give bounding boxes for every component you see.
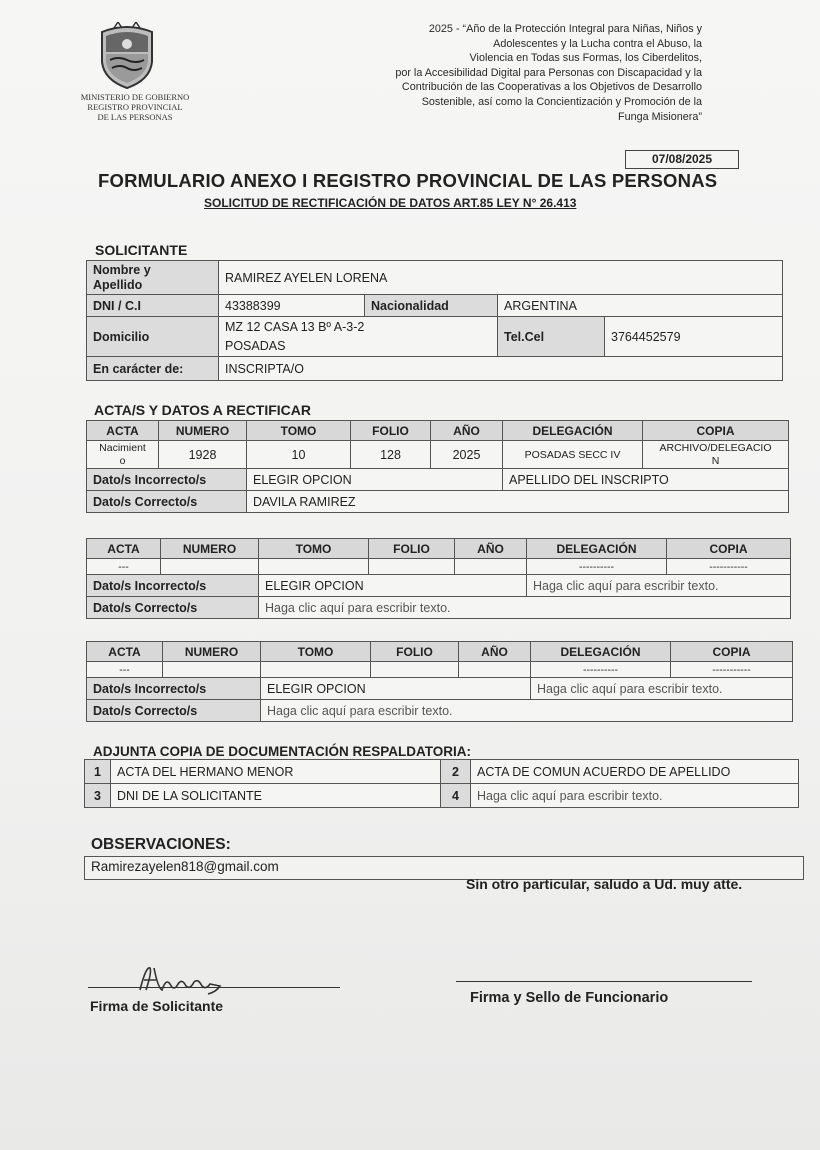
incorrect-label: Dato/s Incorrecto/s (87, 678, 261, 700)
doc-item[interactable]: ACTA DEL HERMANO MENOR (111, 760, 441, 784)
nacionalidad-field[interactable]: ARGENTINA (498, 295, 783, 317)
header-copia: COPIA (671, 642, 793, 662)
anio-field[interactable]: 2025 (431, 441, 503, 469)
header-acta: ACTA (87, 539, 161, 559)
tel-label: Tel.Cel (498, 317, 605, 357)
acta-block-2 (86, 538, 791, 619)
copia-field[interactable]: ARCHIVO/DELEGACIO N (643, 441, 789, 469)
caracter-label: En carácter de: (87, 357, 219, 381)
misiones-seal-icon (92, 22, 162, 90)
nombre-label: Nombre y Apellido (87, 261, 219, 295)
tomo-field[interactable]: 10 (247, 441, 351, 469)
ministry-name: MINISTERIO DE GOBIERNO REGISTRO PROVINCIAL DE LAS PERSONAS (80, 92, 190, 122)
domicilio-field[interactable]: MZ 12 CASA 13 Bº A-3-2 POSADAS (219, 317, 498, 357)
copia-field[interactable]: ----------- (667, 559, 791, 575)
caracter-field[interactable]: INSCRIPTA/O (219, 357, 783, 381)
doc-number: 4 (441, 784, 471, 808)
header-tomo: TOMO (259, 539, 369, 559)
header-anio: AÑO (459, 642, 531, 662)
doc-number: 3 (85, 784, 111, 808)
tel-field[interactable]: 3764452579 (605, 317, 783, 357)
header-tomo: TOMO (261, 642, 371, 662)
tomo-field[interactable] (261, 662, 371, 678)
solicitante-table (86, 260, 783, 381)
actas-heading: ACTA/S Y DATOS A RECTIFICAR (94, 402, 312, 418)
header-anio: AÑO (431, 421, 503, 441)
signature-line-solicitante (88, 987, 340, 988)
form-subtitle: SOLICITUD DE RECTIFICACIÓN DE DATOS ART.85 LEY N° 26.413 (204, 196, 577, 210)
header-tomo: TOMO (247, 421, 351, 441)
signature-line-funcionario (456, 981, 752, 982)
header-copia: COPIA (643, 421, 789, 441)
correct-field[interactable]: DAVILA RAMIREZ (247, 491, 789, 513)
folio-field[interactable] (371, 662, 459, 678)
solicitante-heading: SOLICITANTE (95, 242, 188, 258)
firma-solicitante-label: Firma de Solicitante (90, 998, 224, 1014)
header-copia: COPIA (667, 539, 791, 559)
doc-item[interactable]: DNI DE LA SOLICITANTE (111, 784, 441, 808)
anio-field[interactable] (455, 559, 527, 575)
doc-item[interactable]: ACTA DE COMUN ACUERDO DE APELLIDO (471, 760, 799, 784)
observaciones-text: Ramirezayelen818@gmail.com (91, 859, 279, 874)
header-anio: AÑO (455, 539, 527, 559)
incorrect-detail-field[interactable]: APELLIDO DEL INSCRIPTO (503, 469, 789, 491)
doc-number: 1 (85, 760, 111, 784)
header-acta: ACTA (87, 642, 163, 662)
observaciones-heading: OBSERVACIONES: (91, 836, 231, 853)
dni-field[interactable]: 43388399 (219, 295, 365, 317)
numero-field[interactable]: 1928 (159, 441, 247, 469)
nacionalidad-label: Nacionalidad (365, 295, 498, 317)
closing-text: Sin otro particular, saludo a Ud. muy atte. (466, 876, 743, 892)
domicilio-label: Domicilio (87, 317, 219, 357)
documentacion-table (84, 759, 799, 808)
correct-label: Dato/s Correcto/s (87, 597, 259, 619)
documentacion-heading: ADJUNTA COPIA DE DOCUMENTACIÓN RESPALDATORIA: (93, 744, 471, 759)
folio-field[interactable] (369, 559, 455, 575)
header-folio: FOLIO (371, 642, 459, 662)
copia-field[interactable]: ----------- (671, 662, 793, 678)
correct-label: Dato/s Correcto/s (87, 491, 247, 513)
header-numero: NUMERO (161, 539, 259, 559)
dni-label: DNI / C.I (87, 295, 219, 317)
incorrect-detail-field[interactable]: Haga clic aquí para escribir texto. (531, 678, 793, 700)
tomo-field[interactable] (259, 559, 369, 575)
incorrect-option-select[interactable]: ELEGIR OPCION (259, 575, 527, 597)
numero-field[interactable] (163, 662, 261, 678)
folio-field[interactable]: 128 (351, 441, 431, 469)
nombre-field[interactable]: RAMIREZ AYELEN LORENA (219, 261, 783, 295)
header-folio: FOLIO (351, 421, 431, 441)
acta-field[interactable]: Nacimient o (87, 441, 159, 469)
correct-field[interactable]: Haga clic aquí para escribir texto. (259, 597, 791, 619)
header-delegacion: DELEGACIÓN (531, 642, 671, 662)
acta-block-3 (86, 641, 793, 722)
acta-field[interactable]: --- (87, 662, 163, 678)
anio-field[interactable] (459, 662, 531, 678)
delegacion-field[interactable]: POSADAS SECC IV (503, 441, 643, 469)
year-motto: 2025 - “Año de la Protección Integral para Niñas, Niños y Adolescentes y la Lucha contra el Abuso, la Violencia en Todas sus Formas, los Ciberdelitos, por la Accesibilidad Digital para Personas con Discapacidad y la Contribución de las Cooperativas a los Objetivos de Desarrollo Sostenible, así como la Concientización y Promoción de la Funga Misionera” (395, 23, 702, 123)
header-acta: ACTA (87, 421, 159, 441)
header-delegacion: DELEGACIÓN (527, 539, 667, 559)
form-title: FORMULARIO ANEXO I REGISTRO PROVINCIAL DE LAS PERSONAS (98, 170, 718, 191)
header-folio: FOLIO (369, 539, 455, 559)
doc-item[interactable]: Haga clic aquí para escribir texto. (471, 784, 799, 808)
incorrect-option-select[interactable]: ELEGIR OPCION (261, 678, 531, 700)
date-field[interactable]: 07/08/2025 (625, 150, 739, 169)
acta-block-1 (86, 420, 789, 513)
acta-field[interactable]: --- (87, 559, 161, 575)
handwritten-signature-icon (136, 960, 232, 1000)
incorrect-label: Dato/s Incorrecto/s (87, 575, 259, 597)
delegacion-field[interactable]: ---------- (531, 662, 671, 678)
header-delegacion: DELEGACIÓN (503, 421, 643, 441)
header-numero: NUMERO (159, 421, 247, 441)
firma-funcionario-label: Firma y Sello de Funcionario (470, 990, 669, 1006)
incorrect-label: Dato/s Incorrecto/s (87, 469, 247, 491)
correct-field[interactable]: Haga clic aquí para escribir texto. (261, 700, 793, 722)
numero-field[interactable] (161, 559, 259, 575)
delegacion-field[interactable]: ---------- (527, 559, 667, 575)
header-numero: NUMERO (163, 642, 261, 662)
incorrect-detail-field[interactable]: Haga clic aquí para escribir texto. (527, 575, 791, 597)
correct-label: Dato/s Correcto/s (87, 700, 261, 722)
incorrect-option-select[interactable]: ELEGIR OPCION (247, 469, 503, 491)
doc-number: 2 (441, 760, 471, 784)
